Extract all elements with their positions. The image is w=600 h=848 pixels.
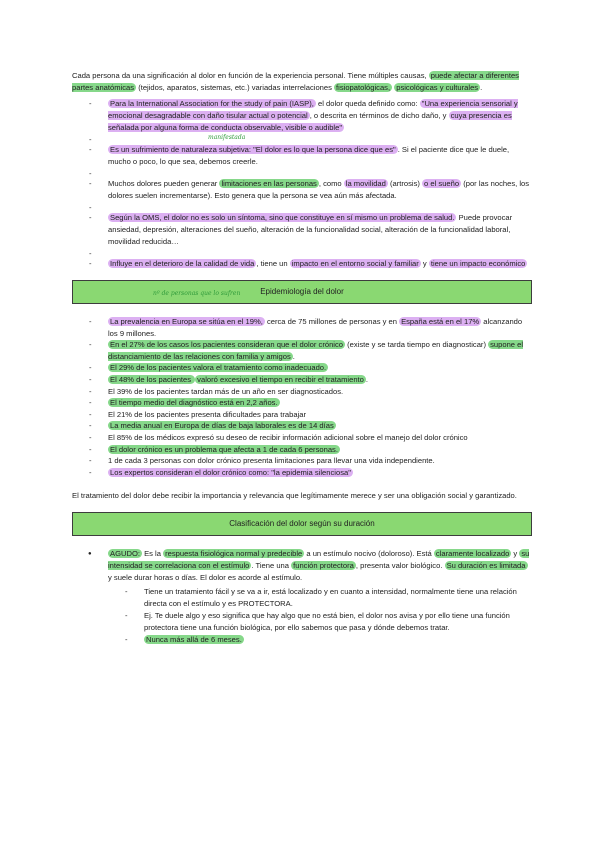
list-item-agudo <box>108 548 532 646</box>
highlight: o el sueño <box>424 179 460 188</box>
highlight: Los expertos consideran el dolor crónico como: "la epidemia silenciosa" <box>110 467 351 477</box>
highlight: fisiopatológicas, <box>336 83 391 92</box>
epidemiology-list <box>72 316 532 478</box>
sub-list <box>108 586 532 646</box>
text: Muchos dolores pueden generar <box>108 179 220 188</box>
highlight: "Una experiencia sensorial y emocional desagradable con daño tisular actual o potencial <box>108 99 518 120</box>
highlight: tiene un impacto económico <box>430 259 526 268</box>
text: , presenta valor biológico. <box>355 561 445 571</box>
list-item <box>108 467 532 479</box>
highlight: claramente localizado <box>435 549 510 559</box>
text: . Si el paciente dice que le duele, mucho o poco, lo que sea, debemos creerle. <box>108 145 510 166</box>
highlight: El dolor crónico es un problema que afecta a 1 de cada 6 personas. <box>110 444 338 454</box>
text: (existe y se tarda tiempo en diagnosticar) <box>345 340 489 350</box>
list-item <box>108 432 532 444</box>
highlight: Su duración es limitada <box>446 561 526 571</box>
handwritten-note: manifestada <box>208 134 246 141</box>
highlight: El 29% de los pacientes valora el tratamiento como inadecuado. <box>110 363 327 373</box>
highlight: El 48% de los pacientes <box>110 374 194 384</box>
highlight: Nunca más allá de 6 meses. <box>146 635 242 645</box>
text: a un estímulo nocivo (doloroso). Está <box>304 549 434 559</box>
highlight: cuya presencia es señalada por alguna forma de conducta observable, visible o audible" <box>108 111 512 132</box>
highlight: España está en el 17% <box>401 317 480 326</box>
text: y suele durar horas o días. El dolor es acorde al estímulo. <box>108 573 303 583</box>
text: 1 de cada 3 personas con dolor crónico presenta limitaciones para llevar una vida independiente. <box>108 456 435 466</box>
definition-list <box>72 98 532 270</box>
highlight: su intensidad se correlaciona con el estímulo <box>108 549 530 571</box>
treatment-paragraph: El tratamiento del dolor debe recibir la importancia y relevancia que legítimamente merece y ser una obligación social y garantizado. <box>72 491 517 501</box>
text: Es la <box>141 549 164 559</box>
highlight: Influye en el deterioro de la calidad de vida <box>110 259 255 268</box>
highlight: limitaciones en las personas <box>221 179 317 188</box>
list-item <box>108 339 532 362</box>
highlight: valoró excesivo el tiempo en recibir el tratamiento <box>197 374 364 384</box>
intro-text: (tejidos, aparatos, sistemas, etc.) variadas interrelaciones <box>138 83 332 92</box>
list-item <box>108 178 532 202</box>
highlight: Según la OMS, el dolor no es solo un síntoma, sino que constituye en sí mismo un problema de salud. <box>110 213 455 222</box>
highlight: La media anual en Europa de días de baja laborales es de 14 días <box>110 421 334 431</box>
classification-list <box>72 548 532 646</box>
list-item <box>108 397 532 409</box>
list-item <box>108 409 532 421</box>
term-label: AGUDO: <box>110 549 140 559</box>
text: El 21% de los pacientes presenta dificultades para trabajar <box>108 409 306 419</box>
text: cerca de 75 millones de personas y en <box>264 317 400 326</box>
list-item <box>108 386 532 398</box>
highlight: psicológicas y culturales <box>396 83 479 92</box>
handwritten-note: nº de personas que lo sufren <box>153 290 241 297</box>
text: . Tiene una <box>251 561 292 571</box>
list-item <box>108 362 532 374</box>
section-header-epidemiology <box>72 280 532 304</box>
highlight: El tiempo medio del diagnóstico está en 2,2 años. <box>110 398 278 408</box>
text: El 85% de los médicos expresó su deseo de recibir información adicional sobre el manejo del dolor crónico <box>108 432 468 442</box>
document-page <box>72 70 532 646</box>
intro-text: Cada persona da una significación al dolor en función de la experiencia personal. Tiene múltiples causas, <box>72 71 427 80</box>
spacer <box>108 248 532 258</box>
highlight: Para la International Association for the study of pain (IASP), <box>110 99 314 108</box>
text: alcanzando los 9 millones. <box>108 317 523 338</box>
text: (artrosis) <box>387 179 423 188</box>
intro-paragraph <box>72 70 532 94</box>
spacer <box>108 202 532 212</box>
text: y <box>511 549 520 559</box>
highlight: impacto en el entorno social y familiar <box>291 259 419 268</box>
highlight: respuesta fisiológica normal y predecible <box>165 549 303 559</box>
spacer <box>108 134 532 144</box>
text: , como <box>318 179 344 188</box>
list-item <box>108 316 532 339</box>
highlight: Es un sufrimiento de naturaleza subjetiva: "El dolor es lo que la persona dice que es" <box>110 145 396 154</box>
highlight: supone el distanciamiento de las relaciones con familia y amigos <box>108 340 524 361</box>
section-title: Epidemiología del dolor <box>260 287 344 296</box>
text: el dolor queda definido como: <box>315 99 420 108</box>
text: , tiene un <box>256 259 290 268</box>
sub-item: - Ej. Te duele algo y eso significa que hay algo que no está bien, el dolor nos avisa y por ello tiene una función protectora tiene una función biológica, por ello sabemos que pasa y dónde debemos tratar. <box>144 610 532 634</box>
list-item <box>108 144 532 168</box>
text: , o descrita en términos de dicho daño, y <box>309 111 447 120</box>
list-item <box>108 455 532 467</box>
sub-item: - Tiene un tratamiento fácil y se va a ir, está localizado y en cuanto a intensidad, normalmente tiene una relación directa con el estímulo y es PROTECTORA. <box>144 586 532 610</box>
highlight: La prevalencia en Europa se sitúa en el 19%, <box>110 317 263 326</box>
text: . <box>292 351 295 361</box>
list-item <box>108 258 532 270</box>
section-header-classification <box>72 512 532 536</box>
section-title: Clasificación del dolor según su duración <box>229 519 375 529</box>
text: Puede provocar ansiedad, depresión, alteraciones del sueño, alteración de la funcionalidad social, alteración de la funcionalidad laboral, movilidad reducida… <box>108 213 513 246</box>
highlight: puede afectar a diferentes partes anatómicas <box>72 71 519 92</box>
list-item <box>108 374 532 386</box>
sub-item <box>144 634 532 646</box>
list-item <box>108 444 532 456</box>
spacer <box>108 168 532 178</box>
highlight: la movilidad <box>345 179 386 188</box>
list-item <box>108 212 532 248</box>
text: El 39% de los pacientes tardan más de un año en ser diagnosticados. <box>108 386 344 396</box>
text: . <box>365 374 369 384</box>
text: (por las noches, los dolores suelen incrementarse). Esto genera que la persona se vea aún más afectada. <box>108 179 530 200</box>
list-item <box>108 98 532 141</box>
intro-text: . <box>480 83 483 92</box>
list-item <box>108 420 532 432</box>
highlight: función protectora <box>293 561 354 571</box>
highlight: En el 27% de los casos los pacientes consideran que el dolor crónico <box>110 340 344 350</box>
text: y <box>420 259 429 268</box>
